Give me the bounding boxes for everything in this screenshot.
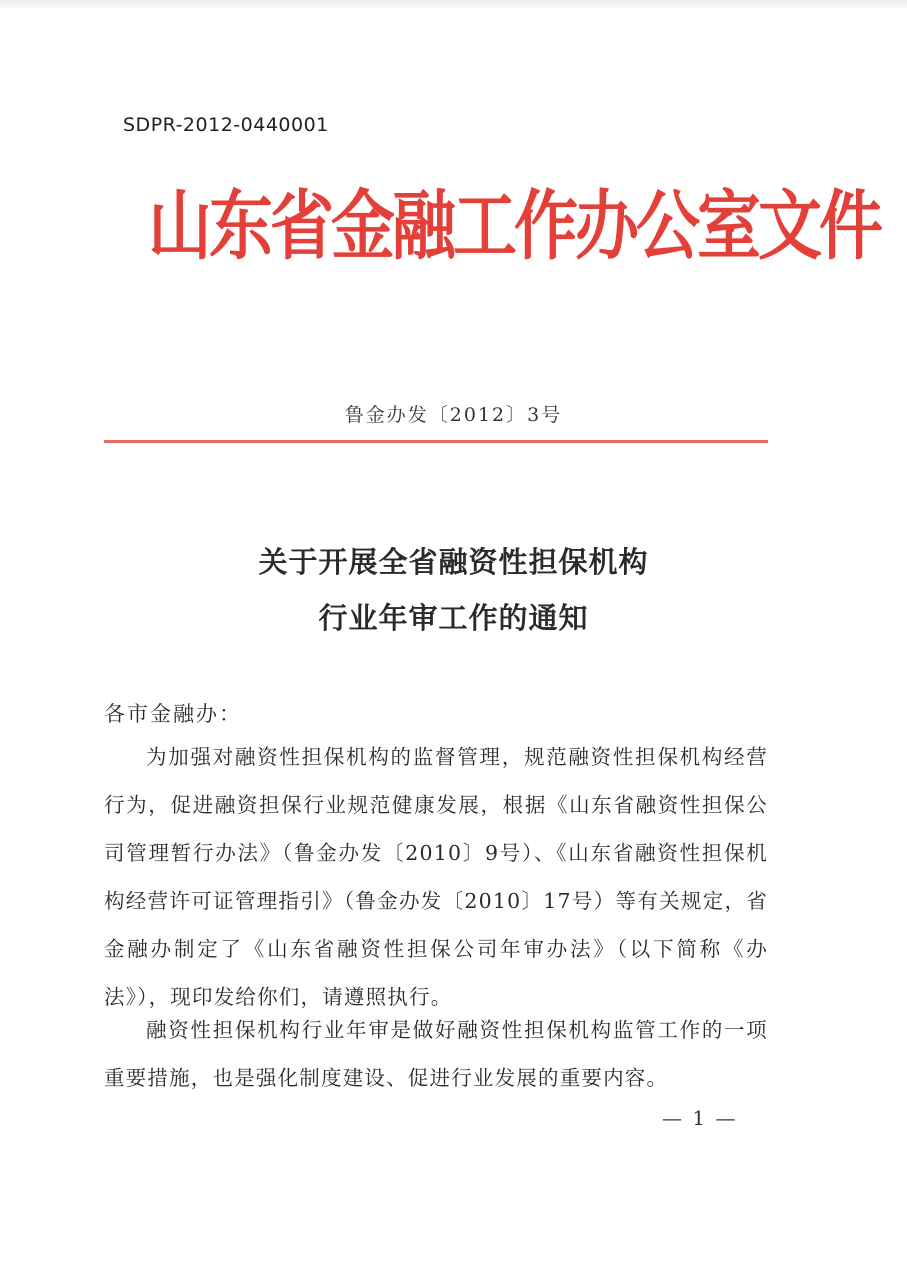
- scan-edge-shadow: [0, 0, 907, 10]
- page-number: — 1 —: [662, 1106, 738, 1130]
- issuer-header-title: 山东省金融工作办公室文件: [148, 183, 880, 271]
- body-paragraph-2: 融资性担保机构行业年审是做好融资性担保机构监管工作的一项重要措施，也是强化制度建设、促进行业发展的重要内容。: [104, 1018, 768, 1090]
- document-code: SDPR-2012-0440001: [123, 114, 329, 136]
- body-paragraph-1: 为加强对融资性担保机构的监督管理，规范融资性担保机构经营行为，促进融资担保行业规范健康发展，根据《山东省融资性担保公司管理暂行办法》（鲁金办发〔2010〕9号）、《山东省融资性担保机构经营许可证管理指引》（鲁金办发〔2010〕17号）等有关规定，省金融办制定了《山东省融资性担保公司年审办法》（以下简称《办法》），现印发给你们，请遵照执行。: [104, 745, 768, 1009]
- salutation: 各市金融办：: [104, 702, 242, 726]
- notice-title-line-1: 关于开展全省融资性担保机构: [258, 545, 649, 579]
- red-separator-line: [104, 440, 768, 443]
- notice-title-line-2: 行业年审工作的通知: [318, 601, 589, 635]
- document-number: 鲁金办发〔2012〕3号: [344, 404, 563, 426]
